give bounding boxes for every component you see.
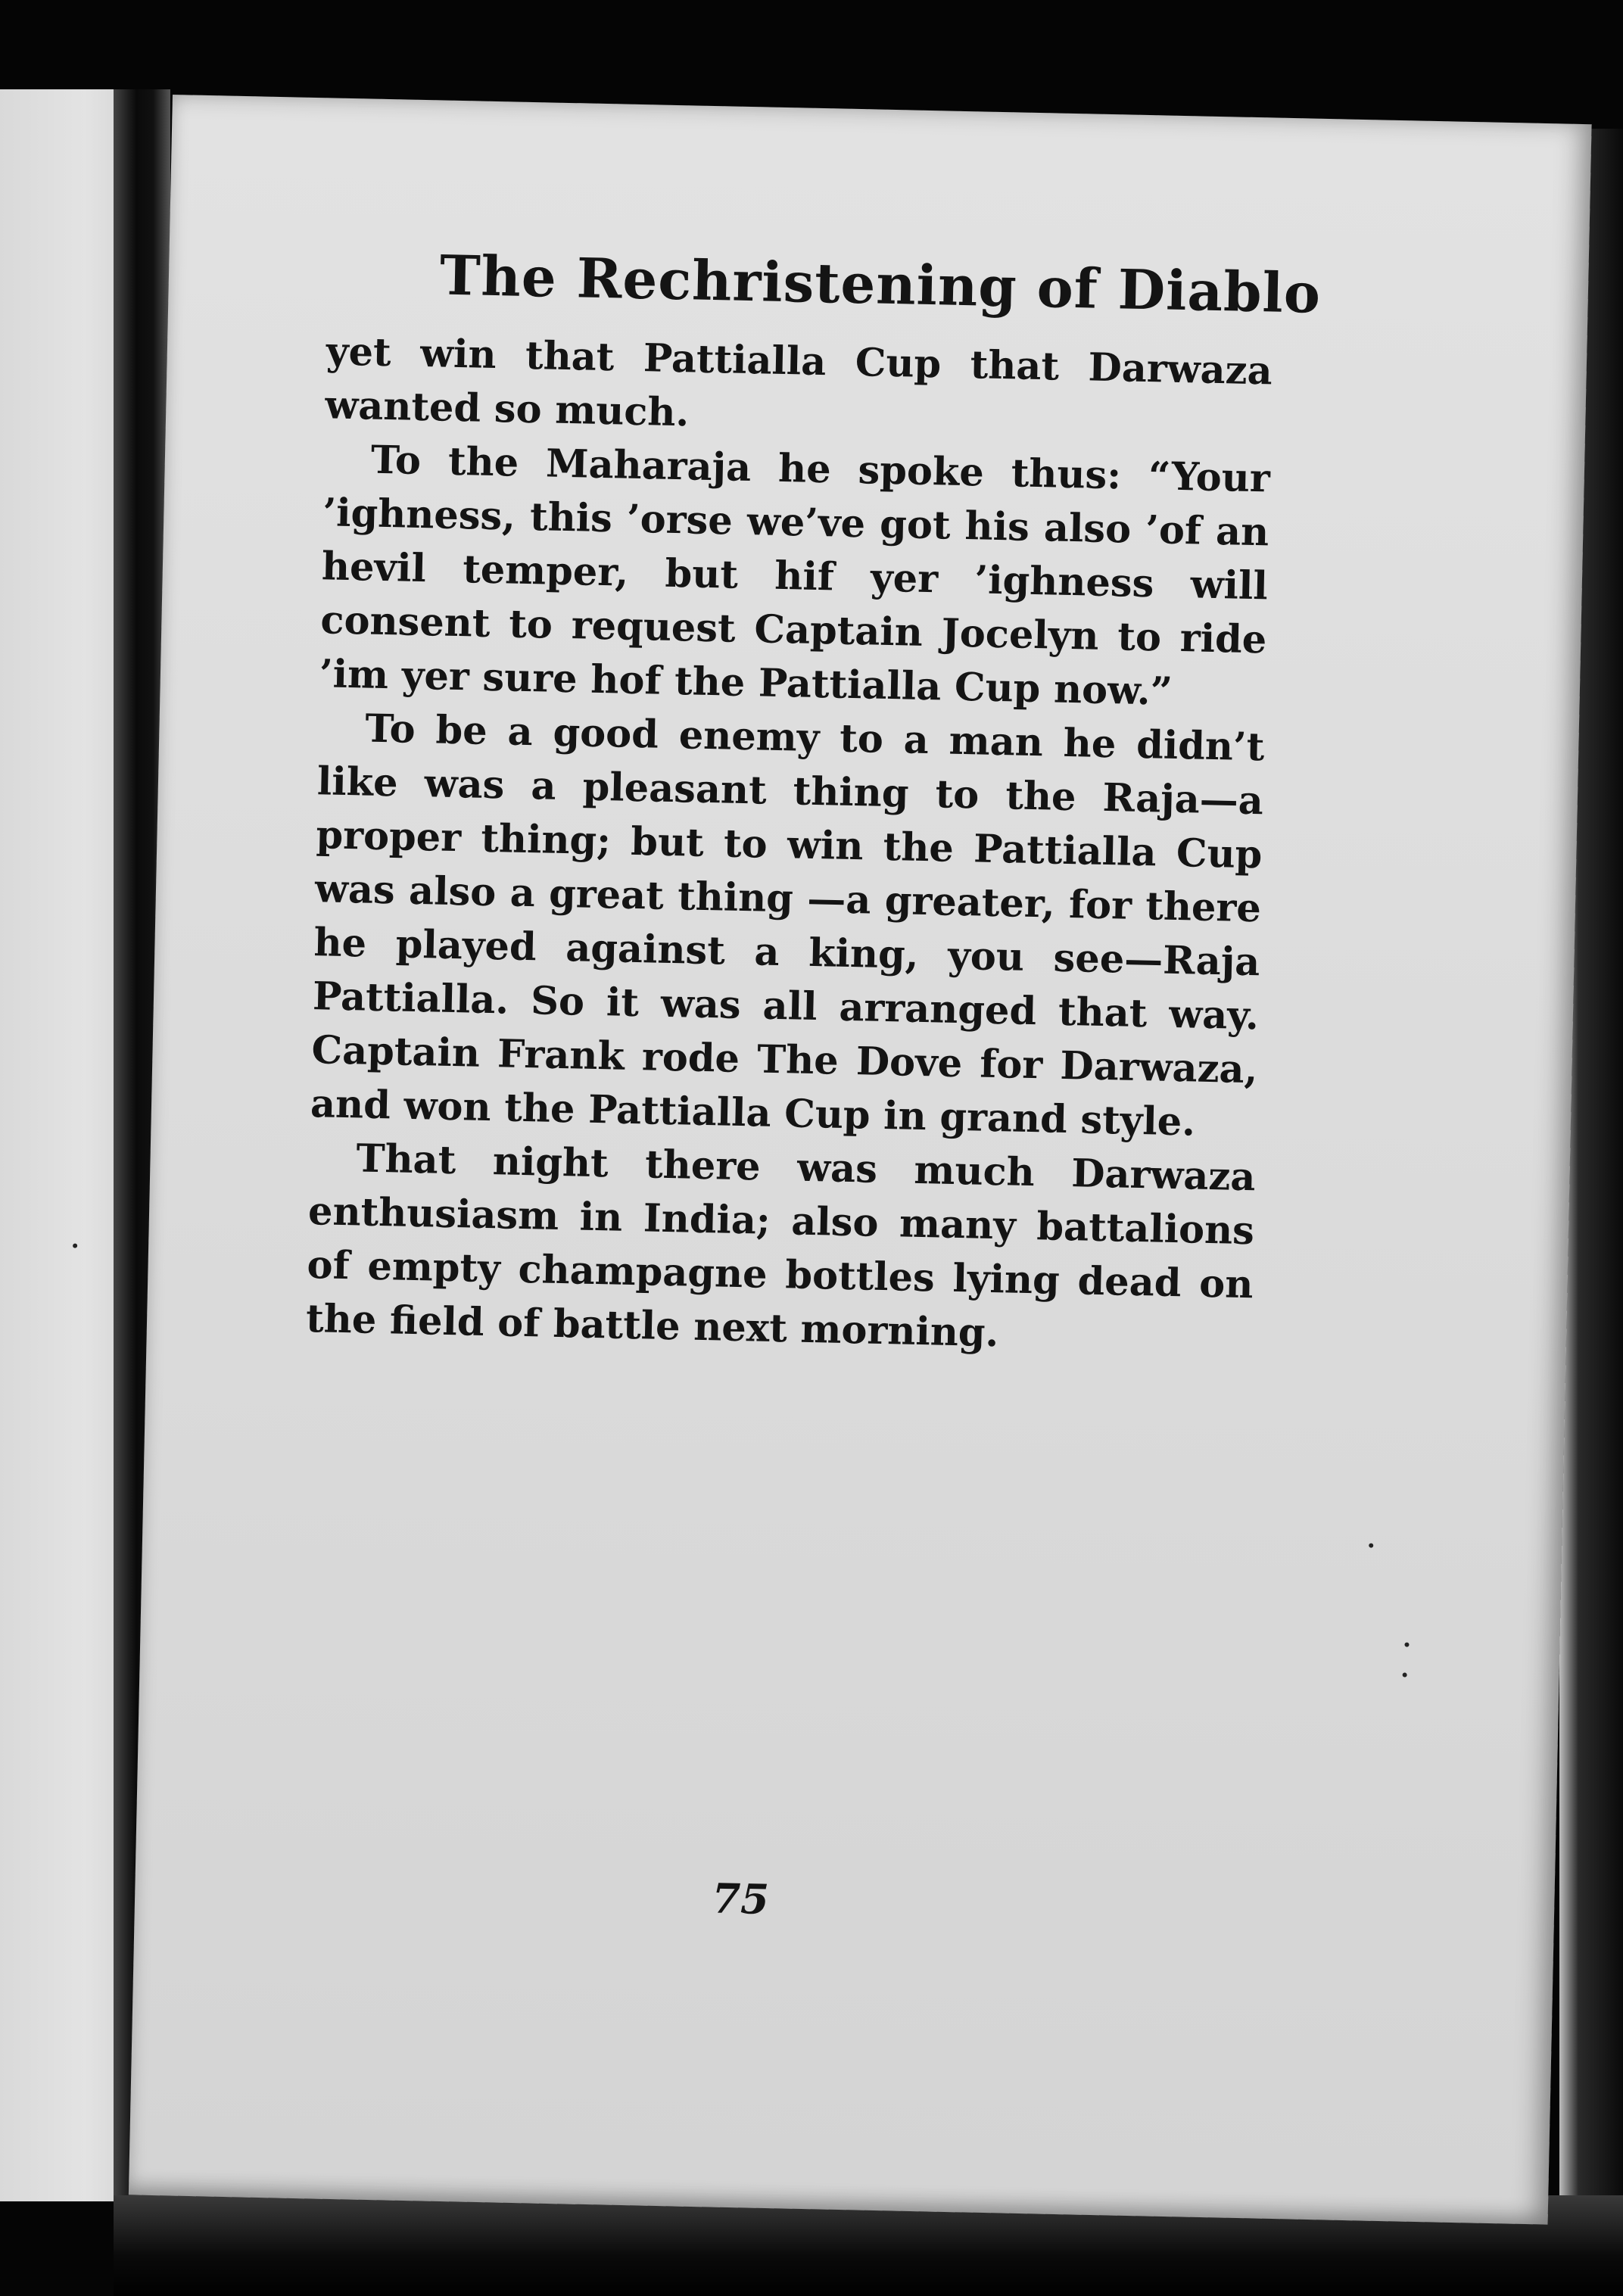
- paragraph-2: To the Maharaja he spoke thus: “Your ’ighness, this ’orse we’ve got his also ’of an hevil temper, but hif yer ’ighness will consent to request Captain Jocelyn to ride ’im yer sure hof the Pattialla Cup now.”: [319, 437, 1271, 715]
- dust-speck: [73, 1244, 77, 1248]
- paragraph-4: That night there was much Darwaza enthusiasm in India; also many battalions of empty champagne bottles lying dead on the field of battle next morning.: [305, 1136, 1256, 1357]
- running-head: The Rechristening of Diablo: [439, 242, 1322, 326]
- page-number: 75: [712, 1874, 770, 1924]
- paragraph-1: yet win that Pattialla Cup that Darwaza wanted so much.: [324, 329, 1273, 436]
- book-page: [129, 95, 1592, 2225]
- dust-speck: [1403, 1672, 1407, 1677]
- body-text: [305, 325, 1273, 1366]
- dust-speck: [1369, 1544, 1373, 1548]
- paragraph-3: To be a good enemy to a man he didn’t like was a pleasant thing to the Raja—a proper thing; but to win the Pattialla Cup was also a great thing —a greater, for there he played against a king, you see—Raja Pattialla. So it was all arranged that way. Captain Frank rode The Dove for Darwaza, and won the Pattialla Cup in grand style.: [310, 706, 1265, 1145]
- dust-speck: [1404, 1643, 1409, 1647]
